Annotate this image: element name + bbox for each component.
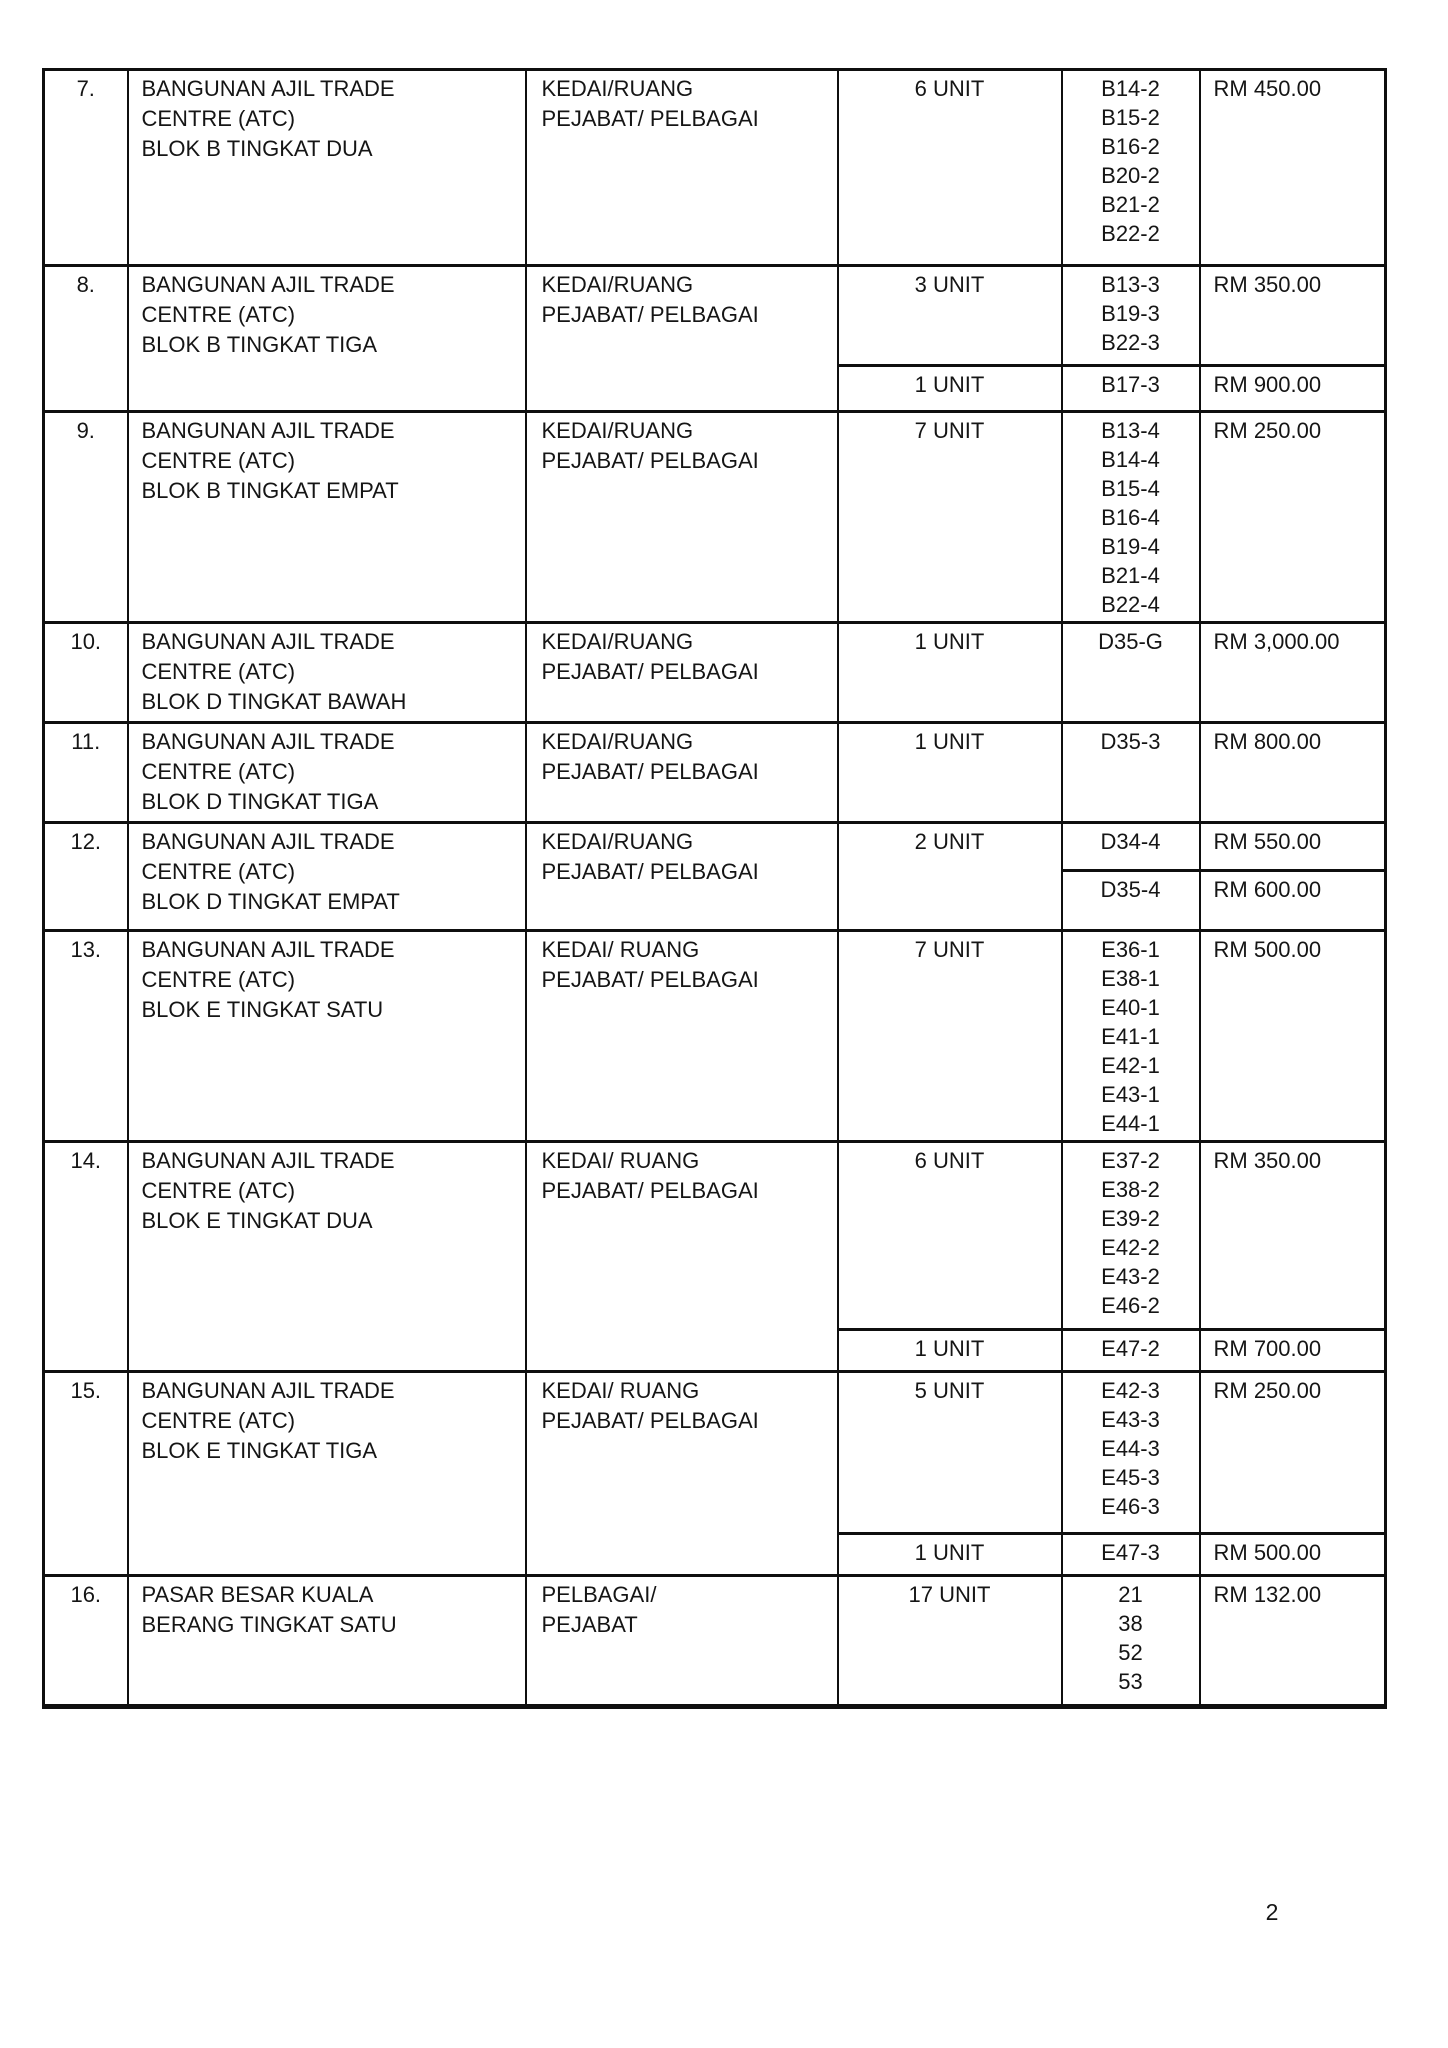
cell-line: 21 xyxy=(1118,1582,1143,1607)
cell-line: KEDAI/ RUANG xyxy=(541,937,700,962)
price-cell: RM 250.00 xyxy=(1200,1372,1386,1534)
table-row xyxy=(44,266,1386,366)
cell-line: E42-1 xyxy=(1101,1053,1160,1078)
row-number-cell: 11. xyxy=(44,723,128,823)
rental-units-table xyxy=(42,68,1387,1709)
row-number-cell: 13. xyxy=(44,931,128,1142)
table-row xyxy=(44,1576,1386,1707)
type-cell xyxy=(526,723,838,823)
building-cell xyxy=(128,70,526,266)
codes-cell xyxy=(1062,366,1200,412)
cell-line: BANGUNAN AJIL TRADE xyxy=(141,1148,395,1173)
price-cell: RM 700.00 xyxy=(1200,1330,1386,1372)
cell-line: KEDAI/RUANG xyxy=(541,829,694,854)
row-number-cell: 15. xyxy=(44,1372,128,1576)
cell-line: E43-1 xyxy=(1101,1082,1160,1107)
cell-line: B22-3 xyxy=(1101,330,1160,355)
cell-line: B13-3 xyxy=(1101,272,1160,297)
building-cell xyxy=(128,723,526,823)
cell-line: E38-2 xyxy=(1101,1177,1160,1202)
type-cell xyxy=(526,623,838,723)
cell-line: PELBAGAI/ xyxy=(541,1582,657,1607)
cell-line: CENTRE (ATC) xyxy=(141,859,296,884)
price-cell: RM 600.00 xyxy=(1200,871,1386,931)
cell-line: BLOK B TINGKAT TIGA xyxy=(141,332,378,357)
codes-cell xyxy=(1062,412,1200,623)
cell-line: B13-4 xyxy=(1101,418,1160,443)
cell-line: BANGUNAN AJIL TRADE xyxy=(141,76,395,101)
cell-line: CENTRE (ATC) xyxy=(141,759,296,784)
units-cell: 7 UNIT xyxy=(838,412,1062,623)
type-cell xyxy=(526,70,838,266)
cell-line: BLOK B TINGKAT DUA xyxy=(141,136,373,161)
codes-cell xyxy=(1062,871,1200,931)
codes-cell xyxy=(1062,723,1200,823)
cell-line: B17-3 xyxy=(1101,372,1160,397)
price-cell: RM 450.00 xyxy=(1200,70,1386,266)
cell-line: B16-4 xyxy=(1101,505,1160,530)
cell-line: E44-1 xyxy=(1101,1111,1160,1136)
cell-line: PEJABAT/ PELBAGAI xyxy=(541,1408,759,1433)
units-cell: 5 UNIT xyxy=(838,1372,1062,1534)
price-cell: RM 350.00 xyxy=(1200,1142,1386,1330)
price-cell: RM 350.00 xyxy=(1200,266,1386,366)
units-cell: 1 UNIT xyxy=(838,1534,1062,1576)
cell-line: BERANG TINGKAT SATU xyxy=(141,1612,397,1637)
cell-line: E47-3 xyxy=(1101,1540,1160,1565)
cell-line: BLOK D TINGKAT EMPAT xyxy=(141,889,400,914)
price-cell: RM 900.00 xyxy=(1200,366,1386,412)
units-cell: 17 UNIT xyxy=(838,1576,1062,1707)
cell-line: B22-2 xyxy=(1101,221,1160,246)
row-number-cell: 14. xyxy=(44,1142,128,1372)
price-cell: RM 3,000.00 xyxy=(1200,623,1386,723)
cell-line: PEJABAT/ PELBAGAI xyxy=(541,967,759,992)
cell-line: PEJABAT/ PELBAGAI xyxy=(541,302,759,327)
table-row xyxy=(44,1142,1386,1330)
units-cell: 6 UNIT xyxy=(838,1142,1062,1330)
cell-line: CENTRE (ATC) xyxy=(141,302,296,327)
table-row xyxy=(44,1372,1386,1534)
table-row xyxy=(44,623,1386,723)
cell-line: 38 xyxy=(1118,1611,1143,1636)
cell-line: B16-2 xyxy=(1101,134,1160,159)
cell-line: E43-3 xyxy=(1101,1407,1160,1432)
building-cell xyxy=(128,1576,526,1707)
cell-line: BANGUNAN AJIL TRADE xyxy=(141,629,395,654)
type-cell xyxy=(526,823,838,931)
cell-line: B14-4 xyxy=(1101,447,1160,472)
price-cell: RM 250.00 xyxy=(1200,412,1386,623)
cell-line: PEJABAT/ PELBAGAI xyxy=(541,759,759,784)
cell-line: B21-4 xyxy=(1101,563,1160,588)
units-cell: 3 UNIT xyxy=(838,266,1062,366)
cell-line: E47-2 xyxy=(1101,1336,1160,1361)
codes-cell xyxy=(1062,623,1200,723)
row-number-cell: 9. xyxy=(44,412,128,623)
units-cell: 6 UNIT xyxy=(838,70,1062,266)
cell-line: KEDAI/RUANG xyxy=(541,76,694,101)
cell-line: BLOK E TINGKAT DUA xyxy=(141,1208,373,1233)
units-cell: 1 UNIT xyxy=(838,623,1062,723)
codes-cell xyxy=(1062,70,1200,266)
type-cell xyxy=(526,266,838,412)
cell-line: B15-2 xyxy=(1101,105,1160,130)
cell-line: CENTRE (ATC) xyxy=(141,1178,296,1203)
cell-line: B19-3 xyxy=(1101,301,1160,326)
table-row xyxy=(44,412,1386,623)
table-row xyxy=(44,931,1386,1142)
building-cell xyxy=(128,931,526,1142)
cell-line: BANGUNAN AJIL TRADE xyxy=(141,937,395,962)
units-cell: 1 UNIT xyxy=(838,366,1062,412)
cell-line: E39-2 xyxy=(1101,1206,1160,1231)
cell-line: E42-2 xyxy=(1101,1235,1160,1260)
cell-line: B21-2 xyxy=(1101,192,1160,217)
cell-line: PEJABAT/ PELBAGAI xyxy=(541,859,759,884)
cell-line: KEDAI/ RUANG xyxy=(541,1378,700,1403)
cell-line: BANGUNAN AJIL TRADE xyxy=(141,418,395,443)
codes-cell xyxy=(1062,1372,1200,1534)
cell-line: CENTRE (ATC) xyxy=(141,106,296,131)
building-cell xyxy=(128,623,526,723)
codes-cell xyxy=(1062,1576,1200,1707)
codes-cell xyxy=(1062,931,1200,1142)
cell-line: CENTRE (ATC) xyxy=(141,967,296,992)
cell-line: 52 xyxy=(1118,1640,1143,1665)
cell-line: E37-2 xyxy=(1101,1148,1160,1173)
cell-line: BLOK D TINGKAT TIGA xyxy=(141,789,379,814)
building-cell xyxy=(128,1372,526,1576)
units-cell: 2 UNIT xyxy=(838,823,1062,931)
type-cell xyxy=(526,1372,838,1576)
cell-line: B14-2 xyxy=(1101,76,1160,101)
cell-line: BLOK D TINGKAT BAWAH xyxy=(141,689,407,714)
building-cell xyxy=(128,1142,526,1372)
building-cell xyxy=(128,266,526,412)
row-number-cell: 16. xyxy=(44,1576,128,1707)
row-number-cell: 8. xyxy=(44,266,128,412)
units-cell: 7 UNIT xyxy=(838,931,1062,1142)
cell-line: PEJABAT/ PELBAGAI xyxy=(541,106,759,131)
cell-line: CENTRE (ATC) xyxy=(141,1408,296,1433)
cell-line: D35-G xyxy=(1098,629,1163,654)
table-row xyxy=(44,723,1386,823)
cell-line: 53 xyxy=(1118,1669,1143,1694)
price-cell: RM 500.00 xyxy=(1200,1534,1386,1576)
cell-line: B20-2 xyxy=(1101,163,1160,188)
cell-line: E38-1 xyxy=(1101,966,1160,991)
price-cell: RM 132.00 xyxy=(1200,1576,1386,1707)
units-cell: 1 UNIT xyxy=(838,1330,1062,1372)
codes-cell xyxy=(1062,823,1200,871)
cell-line: BANGUNAN AJIL TRADE xyxy=(141,829,395,854)
cell-line: E36-1 xyxy=(1101,937,1160,962)
row-number-cell: 7. xyxy=(44,70,128,266)
building-cell xyxy=(128,823,526,931)
cell-line: E41-1 xyxy=(1101,1024,1160,1049)
cell-line: E43-2 xyxy=(1101,1264,1160,1289)
codes-cell xyxy=(1062,1534,1200,1576)
cell-line: BANGUNAN AJIL TRADE xyxy=(141,272,395,297)
cell-line: BLOK B TINGKAT EMPAT xyxy=(141,478,399,503)
cell-line: KEDAI/RUANG xyxy=(541,629,694,654)
cell-line: D34-4 xyxy=(1100,829,1161,854)
cell-line: E44-3 xyxy=(1101,1436,1160,1461)
cell-line: PEJABAT xyxy=(541,1612,638,1637)
cell-line: B15-4 xyxy=(1101,476,1160,501)
row-number-cell: 10. xyxy=(44,623,128,723)
cell-line: PEJABAT/ PELBAGAI xyxy=(541,659,759,684)
building-cell xyxy=(128,412,526,623)
cell-line: PEJABAT/ PELBAGAI xyxy=(541,1178,759,1203)
cell-line: E40-1 xyxy=(1101,995,1160,1020)
cell-line: E45-3 xyxy=(1101,1465,1160,1490)
type-cell xyxy=(526,931,838,1142)
price-cell: RM 550.00 xyxy=(1200,823,1386,871)
cell-line: B22-4 xyxy=(1101,592,1160,617)
cell-line: PASAR BESAR KUALA xyxy=(141,1582,374,1607)
cell-line: BANGUNAN AJIL TRADE xyxy=(141,1378,395,1403)
cell-line: D35-3 xyxy=(1100,729,1161,754)
units-cell: 1 UNIT xyxy=(838,723,1062,823)
cell-line: CENTRE (ATC) xyxy=(141,659,296,684)
page-number: 2 xyxy=(1265,1899,1279,1925)
row-number-cell: 12. xyxy=(44,823,128,931)
cell-line: B19-4 xyxy=(1101,534,1160,559)
cell-line: KEDAI/ RUANG xyxy=(541,1148,700,1173)
type-cell xyxy=(526,412,838,623)
cell-line: CENTRE (ATC) xyxy=(141,448,296,473)
cell-line: E46-2 xyxy=(1101,1293,1160,1318)
price-cell: RM 500.00 xyxy=(1200,931,1386,1142)
type-cell xyxy=(526,1142,838,1372)
table-row xyxy=(44,70,1386,266)
cell-line: D35-4 xyxy=(1100,877,1161,902)
table-row xyxy=(44,823,1386,871)
cell-line: KEDAI/RUANG xyxy=(541,272,694,297)
cell-line: BLOK E TINGKAT SATU xyxy=(141,997,384,1022)
cell-line: BANGUNAN AJIL TRADE xyxy=(141,729,395,754)
codes-cell xyxy=(1062,266,1200,366)
cell-line: E46-3 xyxy=(1101,1494,1160,1519)
codes-cell xyxy=(1062,1142,1200,1330)
cell-line: PEJABAT/ PELBAGAI xyxy=(541,448,759,473)
codes-cell xyxy=(1062,1330,1200,1372)
cell-line: KEDAI/RUANG xyxy=(541,418,694,443)
price-cell: RM 800.00 xyxy=(1200,723,1386,823)
cell-line: E42-3 xyxy=(1101,1378,1160,1403)
cell-line: KEDAI/RUANG xyxy=(541,729,694,754)
cell-line: BLOK E TINGKAT TIGA xyxy=(141,1438,378,1463)
type-cell xyxy=(526,1576,838,1707)
